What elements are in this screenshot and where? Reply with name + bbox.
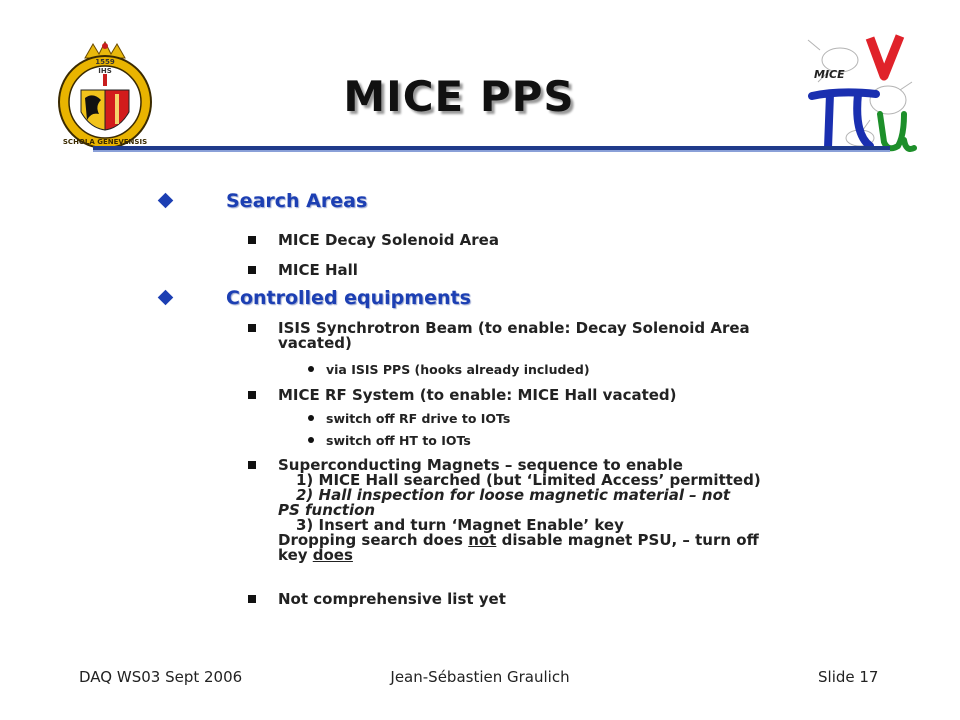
- seal-year-text: 1559: [95, 58, 115, 66]
- note-text-c: disable magnet PSU, – turn off: [496, 531, 759, 549]
- item-mice-hall: MICE Hall: [278, 261, 358, 279]
- not-comprehensive-text: Not comprehensive list yet: [278, 590, 506, 608]
- rf-system-text: MICE RF System (to enable: MICE Hall vacated): [278, 386, 677, 404]
- item-decay-solenoid-area: MICE Decay Solenoid Area: [278, 231, 499, 249]
- ht-text: switch off HT to IOTs: [326, 433, 471, 448]
- footer-slide-number: Slide 17: [818, 668, 879, 686]
- square-bullet-icon: [248, 595, 256, 603]
- square-bullet-icon: [248, 266, 256, 274]
- nu-glyph: [870, 36, 900, 76]
- dot-bullet-icon: [308, 437, 314, 443]
- dot-bullet-icon: [308, 366, 314, 372]
- square-bullet-icon: [248, 391, 256, 399]
- note-text-key: key: [278, 546, 313, 564]
- square-bullet-icon: [248, 236, 256, 244]
- isis-line-2: vacated): [278, 334, 352, 352]
- footer-event: DAQ WS03 Sept 2006: [79, 668, 243, 686]
- isis-line-1: ISIS Synchrotron Beam (to enable: Decay Solenoid Area: [278, 319, 750, 337]
- square-bullet-icon: [248, 324, 256, 332]
- magnets-step-2-cont: PS function: [278, 501, 376, 519]
- diamond-bullet-icon: [158, 290, 174, 306]
- magnets-step-1: 1) MICE Hall searched (but ‘Limited Access’ permitted): [296, 471, 761, 489]
- magnets-line-1: Superconducting Magnets – sequence to enable: [278, 456, 683, 474]
- note-text-a: Dropping search does: [278, 531, 469, 549]
- magnets-note-line-1: [278, 533, 890, 548]
- title-divider: [93, 146, 890, 150]
- diamond-bullet-icon: [158, 193, 174, 209]
- note-text-does: does: [312, 546, 353, 564]
- square-bullet-icon: [248, 461, 256, 469]
- heading-controlled-equipments: Controlled equipments: [226, 287, 471, 309]
- heading-search-areas: Search Areas: [226, 190, 368, 212]
- note-text-not: not: [468, 531, 497, 549]
- magnets-step-3: 3) Insert and turn ‘Magnet Enable’ key: [296, 516, 624, 534]
- footer-author: Jean-Sébastien Graulich: [390, 668, 570, 686]
- rf-drive-text: switch off RF drive to IOTs: [326, 411, 511, 426]
- isis-pps-text: via ISIS PPS (hooks already included): [326, 362, 590, 377]
- dot-bullet-icon: [308, 415, 314, 421]
- mice-logo-label: MICE: [814, 68, 845, 81]
- seal-mark-text: IHS: [98, 67, 112, 75]
- seal-motto-text: SCHOLA GENEVENSIS: [62, 138, 148, 146]
- magnets-step-2: 2) Hall inspection for loose magnetic material – not: [296, 486, 731, 504]
- magnets-note-line-2: [278, 548, 890, 563]
- slide-title: MICE PPS: [343, 72, 575, 121]
